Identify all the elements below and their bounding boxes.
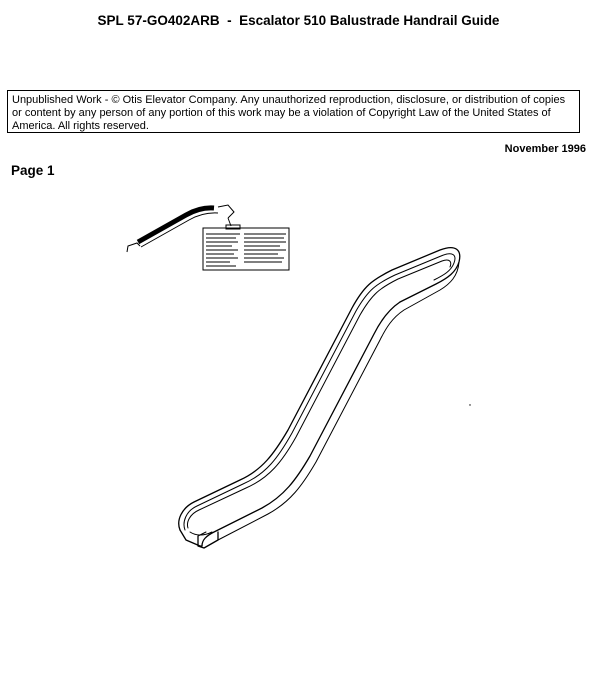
copyright-notice: Unpublished Work - © Otis Elevator Company. Any unauthorized reproduction, disclosure, or distribution of copies or content by any person of any portion of this work may be a violation of Copyright Law of the United States of America. All rights reserved.	[7, 90, 580, 133]
document-date: November 1996	[504, 143, 586, 155]
page-label: Page 1	[11, 163, 55, 178]
document-title: SPL 57-GO402ARB - Escalator 510 Balustrade Handrail Guide	[97, 13, 500, 28]
